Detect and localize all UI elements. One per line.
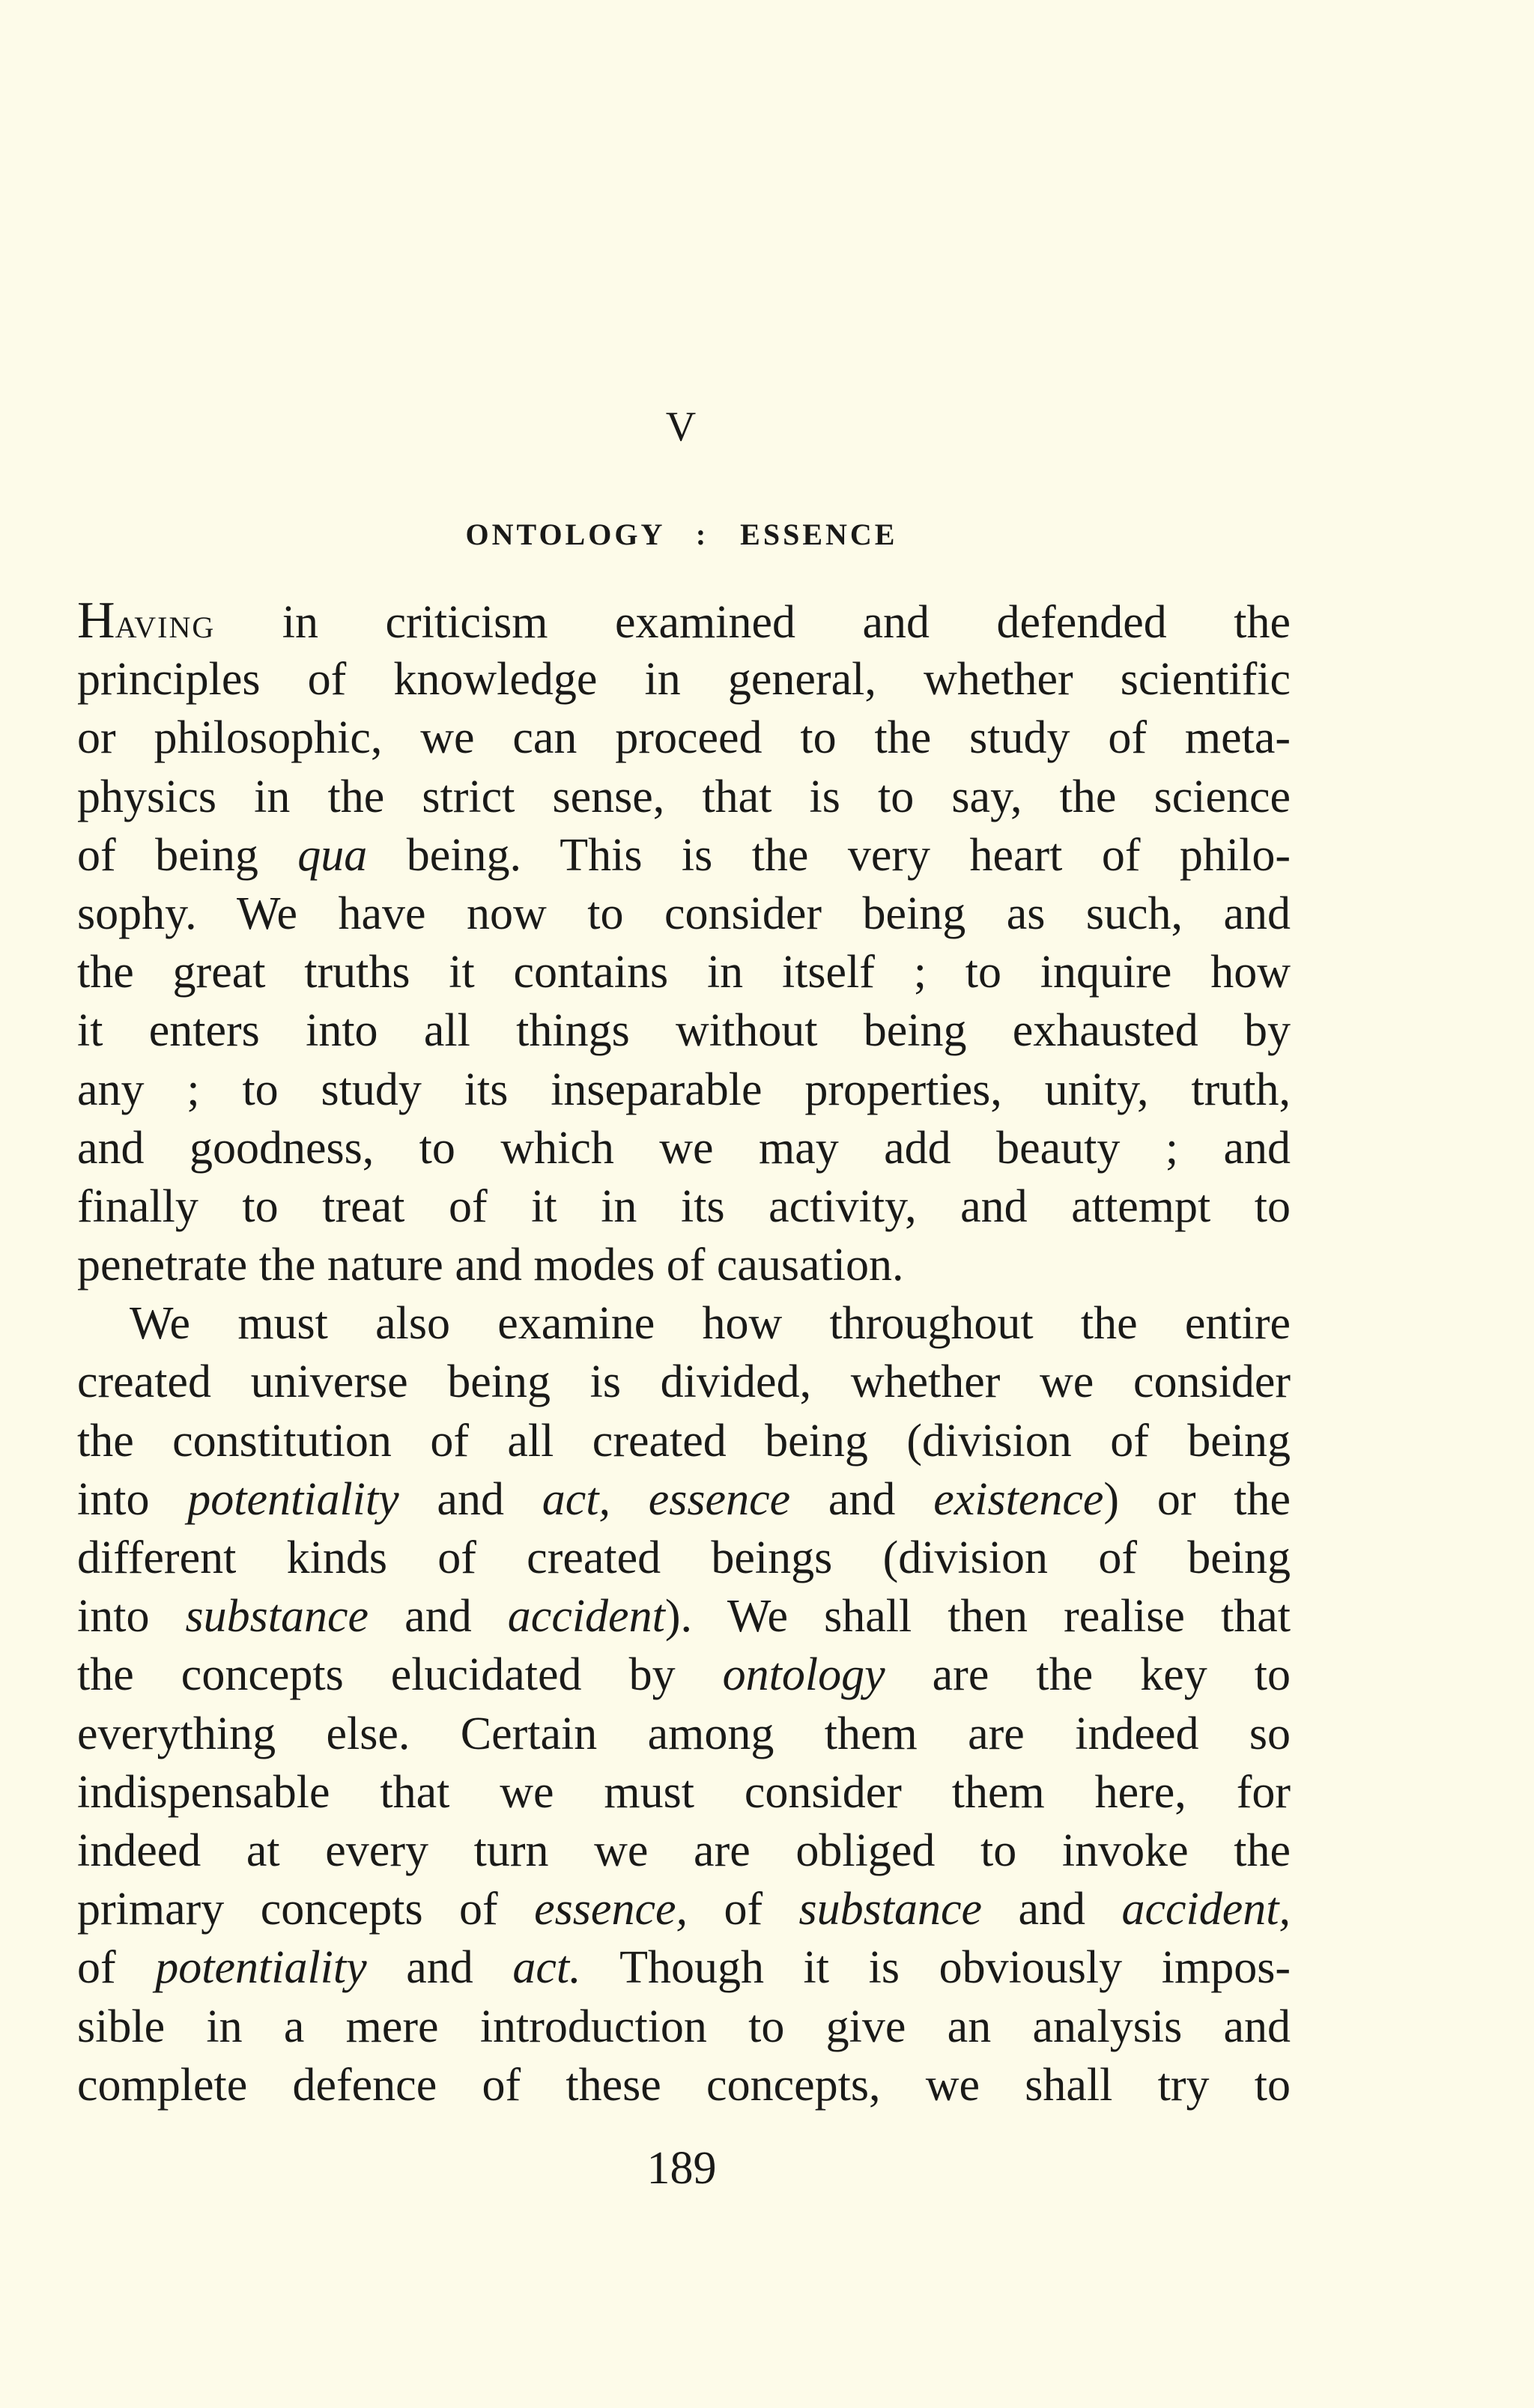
italic-term: essence [648,1473,791,1525]
italic-term: accident, [1121,1884,1291,1935]
text-line: We must also examine how throughout the entire [130,1298,1291,1350]
italic-term: accident [507,1591,665,1643]
chapter-title: ONTOLOGY : ESSENCE [465,518,898,551]
text-line: primary concepts of essence, of substance and accident, [77,1884,1291,1935]
text-line: the great truths it contains in itself ; to inquire how [77,947,1291,998]
text-line: everything else. Certain among them are indeed so [77,1708,1291,1759]
text-line: different kinds of created beings (division of being [77,1532,1291,1583]
italic-term: qua [297,829,368,881]
text-line: into potentiality and act, essence and existence) or the [77,1473,1291,1525]
text-line: of being qua being. This is the very heart of philo- [77,829,1291,881]
text-line: HAVING in criticism examined and defended the [77,592,1291,649]
italic-term: potentiality [187,1473,399,1525]
text-line: finally to treat of it in its activity, and attempt to [77,1180,1291,1232]
text-line: any ; to study its inseparable properties, unity, truth, [77,1064,1291,1115]
text-line: penetrate the nature and modes of causation. [77,1240,904,1291]
text-line: it enters into all things without being exhausted by [77,1005,1291,1057]
italic-term: substance [798,1884,983,1935]
text-line: and goodness, to which we may add beauty ; and [77,1122,1291,1174]
text-line: into substance and accident). We shall then realise that [77,1591,1291,1643]
italic-term: essence, [534,1884,688,1935]
italic-term: act, [542,1473,610,1525]
page-number: 189 [646,2143,717,2194]
italic-term: substance [185,1591,369,1643]
drop-capital: H [77,592,115,649]
text-line: the constitution of all created being (division of being [77,1415,1291,1467]
text-line: the concepts elucidated by ontology are the key to [77,1649,1291,1701]
italic-term: act. [512,1942,581,1994]
text-line: sible in a mere introduction to give an analysis and [77,2001,1291,2052]
text-line: sophy. We have now to consider being as such, and [77,888,1291,939]
text-line: indispensable that we must consider them here, for [77,1766,1291,1818]
text-line: principles of knowledge in general, whether scientific [77,654,1291,706]
text-line: or philosophic, we can proceed to the study of meta- [77,712,1291,764]
text-line: indeed at every turn we are obliged to invoke the [77,1825,1291,1876]
text-line: physics in the strict sense, that is to say, the science [77,771,1291,822]
text-line: complete defence of these concepts, we shall try to [77,2059,1291,2111]
italic-term: existence [933,1473,1104,1525]
text-line: of potentiality and act. Though it is obviously impos- [77,1942,1291,1994]
italic-term: ontology [722,1649,885,1701]
body-text [77,592,1291,2114]
text-line: created universe being is divided, whether we consider [77,1356,1291,1408]
chapter-numeral: V [665,404,698,450]
small-caps-word: AVING [115,610,216,644]
italic-term: potentiality [155,1942,367,1994]
